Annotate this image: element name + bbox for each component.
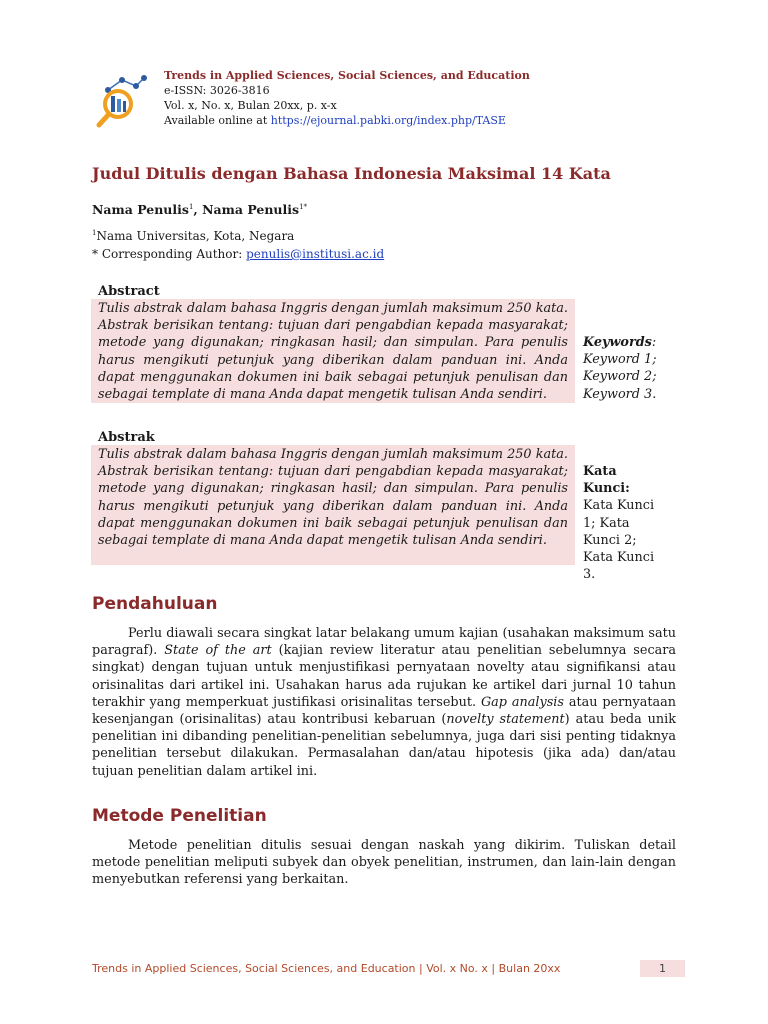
affiliation-line <box>92 224 384 245</box>
keywords-colon: : <box>651 335 657 350</box>
metode-paragraph: Metode penelitian ditulis sesuai dengan naskah yang dikirim. Tuliskan detail metode penelitian meliputi subyek dan obyek penelitian, instrumen, dan lain-lain dengan menyebutkan referensi yang berkaitan. <box>92 838 676 888</box>
abstract-heading: Abstract <box>98 284 160 299</box>
journal-eissn: e-ISSN: 3026-3816 <box>164 84 270 97</box>
journal-header <box>94 64 694 128</box>
author-affil-sup: 1* <box>299 202 308 211</box>
kata-kunci-label: Kata Kunci: <box>583 464 630 497</box>
kata-kunci-block <box>583 463 667 583</box>
section-heading-metode: Metode Penelitian <box>92 806 267 826</box>
abstrak-body: Tulis abstrak dalam bahasa Inggris dengan jumlah maksimum 250 kata. Abstrak berisikan tentang: tujuan dari pengabdian kepada masyarakat; metode yang digunakan; ringkasan hasil; dan simpulan. Para penulis harus mengikuti petunjuk yang diberikan dalam panduan ini. Anda dapat menggunakan dokumen ini baik sebagai petunjuk penulisan dan sebagai template di mana Anda dapat mengetik tulisan Anda sendiri. <box>91 445 575 565</box>
pendahuluan-text: ) atau beda unik penelitian ini dibanding penelitian-penelitian sebelumnya, juga dari sisi penting tidaknya penelitian tersebut dilakukan. Permasalahan dan/atau hipotesis (jika ada) dan/atau tujuan penelitian dalam artikel ini. <box>92 712 676 779</box>
journal-available-line <box>164 113 530 128</box>
pendahuluan-paragraph <box>92 625 676 780</box>
author-separator: , <box>193 202 203 217</box>
journal-url-link[interactable]: https://ejournal.pabki.org/index.php/TASE <box>270 114 506 127</box>
keywords-list: Keyword 1; Keyword 2; Keyword 3. <box>583 352 657 402</box>
pendahuluan-italic-term: novelty statement <box>446 712 565 728</box>
journal-volume: Vol. x, No. x, Bulan 20xx, p. x-x <box>164 99 337 112</box>
affiliation-block <box>92 224 384 263</box>
page-number: 1 <box>640 960 685 977</box>
kata-kunci-list: Kata Kunci 1; Kata Kunci 2; Kata Kunci 3. <box>583 498 655 583</box>
pendahuluan-text: Perlu diawali secara singkat latar belakang umum kajian (usahakan maksimum satu paragraf). <box>92 626 676 659</box>
corresponding-author-line <box>92 245 384 263</box>
corresponding-prefix: * Corresponding Author: <box>92 247 243 261</box>
paper-title: Judul Ditulis dengan Bahasa Indonesia Maksimal 14 Kata <box>92 164 611 183</box>
journal-logo-magnifier-icon <box>94 70 154 128</box>
journal-name: Trends in Applied Sciences, Social Sciences, and Education <box>164 69 530 82</box>
journal-info <box>164 68 530 128</box>
page-footer: Trends in Applied Sciences, Social Sciences, and Education | Vol. x No. x | Bulan 20xx <box>92 962 561 975</box>
pendahuluan-italic-term: Gap analysis <box>480 694 564 710</box>
pendahuluan-italic-term: State of the art <box>164 643 272 659</box>
pendahuluan-text: (kajian review literatur atau penelitian sebelumnya secara singkat) dengan tujuan untuk menjustifikasi pernyataan novelty atau signifikansi atau orisinalitas dari artikel ini. Usahakan harus ada rujukan ke artikel dari jurnal 10 tahun terakhir yang memperkuat justifikasi orisinalitas tersebut. <box>92 643 676 710</box>
author-name: Nama Penulis <box>92 202 189 217</box>
author-name: Nama Penulis <box>202 202 300 217</box>
abstrak-heading: Abstrak <box>98 430 155 445</box>
author-list <box>92 202 307 217</box>
affiliation-sup: 1 <box>92 229 97 237</box>
keywords-label: Keywords <box>583 335 652 350</box>
available-prefix: Available online at <box>164 114 268 127</box>
keywords-block <box>583 334 683 403</box>
abstract-body: Tulis abstrak dalam bahasa Inggris dengan jumlah maksimum 250 kata. Abstrak berisikan tentang: tujuan dari pengabdian kepada masyarakat; metode yang digunakan; ringkasan hasil; dan simpulan. Para penulis harus mengikuti petunjuk yang diberikan dalam panduan ini. Anda dapat menggunakan dokumen ini baik sebagai petunjuk penulisan dan sebagai template di mana Anda dapat mengetik tulisan Anda sendiri. <box>91 299 575 403</box>
pendahuluan-text: atau pernyataan kesenjangan (orisinalitas) atau kontribusi kebaruan ( <box>92 694 676 728</box>
corresponding-email-link[interactable]: penulis@institusi.ac.id <box>246 247 385 261</box>
affiliation-text: Nama Universitas, Kota, Negara <box>96 229 295 243</box>
section-heading-pendahuluan: Pendahuluan <box>92 594 218 614</box>
author-affil-sup: 1 <box>188 202 194 211</box>
